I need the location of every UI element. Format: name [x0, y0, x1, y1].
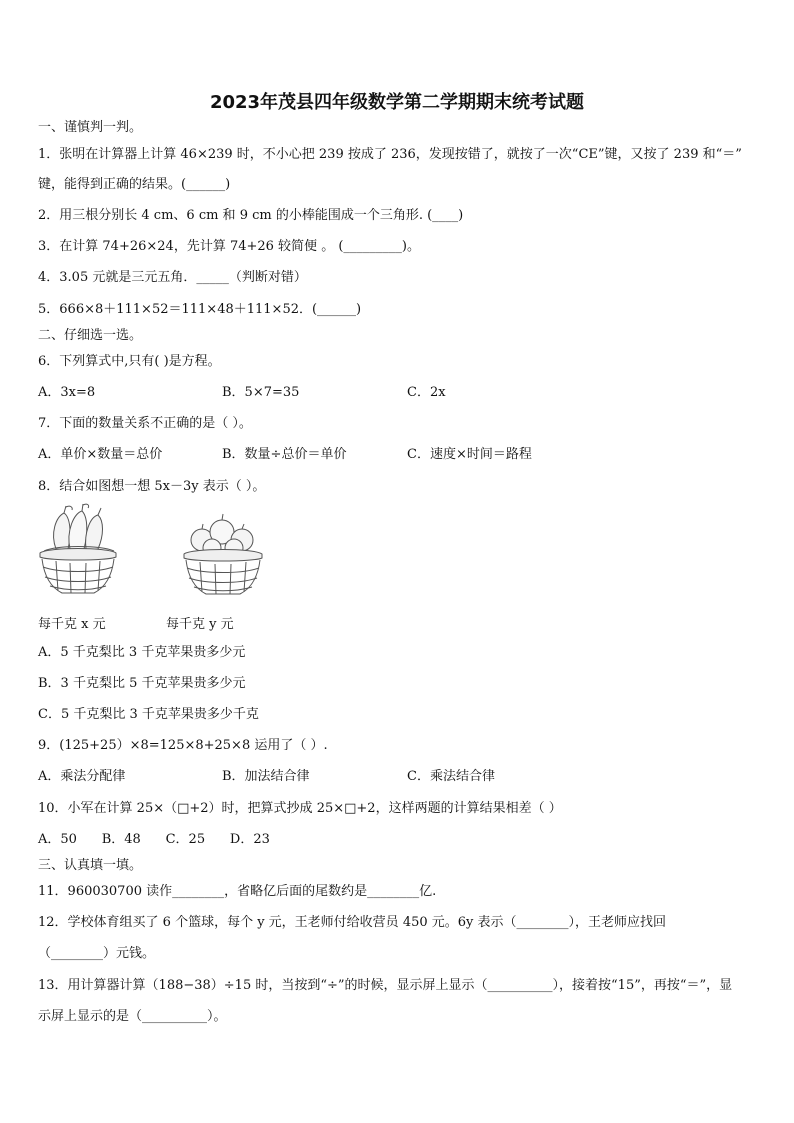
question-5: 5．666×8＋111×52＝111×48＋111×52．(______) — [38, 302, 362, 317]
question-9-option-c: C．乘法结合律 — [407, 769, 495, 784]
question-4: 4．3.05 元就是三元五角．_____（判断对错） — [38, 270, 307, 285]
question-8-option-a: A．5 千克梨比 3 千克苹果贵多少元 — [38, 645, 246, 660]
question-7-option-b: B．数量÷总价＝单价 — [222, 447, 347, 462]
question-9-option-b: B．加法结合律 — [222, 769, 310, 784]
question-6-option-b: B．5×7=35 — [222, 385, 300, 400]
question-13-line-2: 示屏上显示的是（__________）。 — [38, 1009, 227, 1024]
question-8-option-c: C．5 千克梨比 3 千克苹果贵多少千克 — [38, 707, 259, 722]
question-12-line-1: 12．学校体育组买了 6 个篮球，每个 y 元，王老师付给收营员 450 元。6y 表示（________），王老师应找回 — [38, 915, 667, 930]
page-title: 2023年茂县四年级数学第二学期期末统考试题 — [209, 92, 585, 113]
apple-price-caption: 每千克 y 元 — [166, 617, 234, 632]
question-12-line-2: （________）元钱。 — [38, 946, 156, 961]
question-3: 3．在计算 74+26×24，先计算 74+26 较简便 。 (_________)。 — [38, 239, 420, 254]
question-10-options: A．50 B．48 C．25 D．23 — [38, 832, 270, 847]
question-8-option-b: B．3 千克梨比 5 千克苹果贵多少元 — [38, 676, 246, 691]
section-heading-3: 三、认真填一填。 — [38, 858, 143, 873]
question-6-option-a: A．3x=8 — [38, 385, 96, 400]
question-11: 11．960030700 读作________，省略亿后面的尾数约是________亿. — [38, 884, 437, 899]
pear-basket-image — [36, 503, 120, 597]
question-1-line-1: 1．张明在计算器上计算 46×239 时，不小心把 239 按成了 236，发现按错了，就按了一次“CE”键，又按了 239 和“＝” — [38, 147, 742, 162]
section-heading-2: 二、仔细选一选。 — [38, 328, 143, 343]
question-7-option-a: A．单价×数量＝总价 — [38, 447, 163, 462]
section-heading-1: 一、谨慎判一判。 — [38, 120, 143, 135]
question-7-stem: 7．下面的数量关系不正确的是（ ）。 — [38, 416, 252, 431]
apple-basket-image — [178, 510, 268, 600]
question-6-stem: 6．下列算式中,只有( )是方程。 — [38, 354, 221, 369]
question-2: 2．用三根分别长 4 cm、6 cm 和 9 cm 的小棒能围成一个三角形. (____) — [38, 208, 464, 223]
question-7-option-c: C．速度×时间＝路程 — [407, 447, 532, 462]
question-6-option-c: C．2x — [407, 385, 446, 400]
pear-price-caption: 每千克 x 元 — [38, 617, 106, 632]
question-13-line-1: 13．用计算器计算（188−38）÷15 时，当按到“÷”的时候，显示屏上显示（__________），接着按“15”，再按“＝”，显 — [38, 978, 733, 993]
question-1-line-2: 键，能得到正确的结果。(______) — [38, 177, 231, 192]
question-9-stem: 9．(125+25）×8=125×8+25×8 运用了（ ）. — [38, 738, 328, 753]
question-8-stem: 8．结合如图想一想 5x－3y 表示（ ）。 — [38, 479, 266, 494]
question-10-stem: 10．小军在计算 25×（□+2）时，把算式抄成 25×□+2，这样两题的计算结果相差（ ） — [38, 801, 562, 816]
question-9-option-a: A．乘法分配律 — [38, 769, 126, 784]
